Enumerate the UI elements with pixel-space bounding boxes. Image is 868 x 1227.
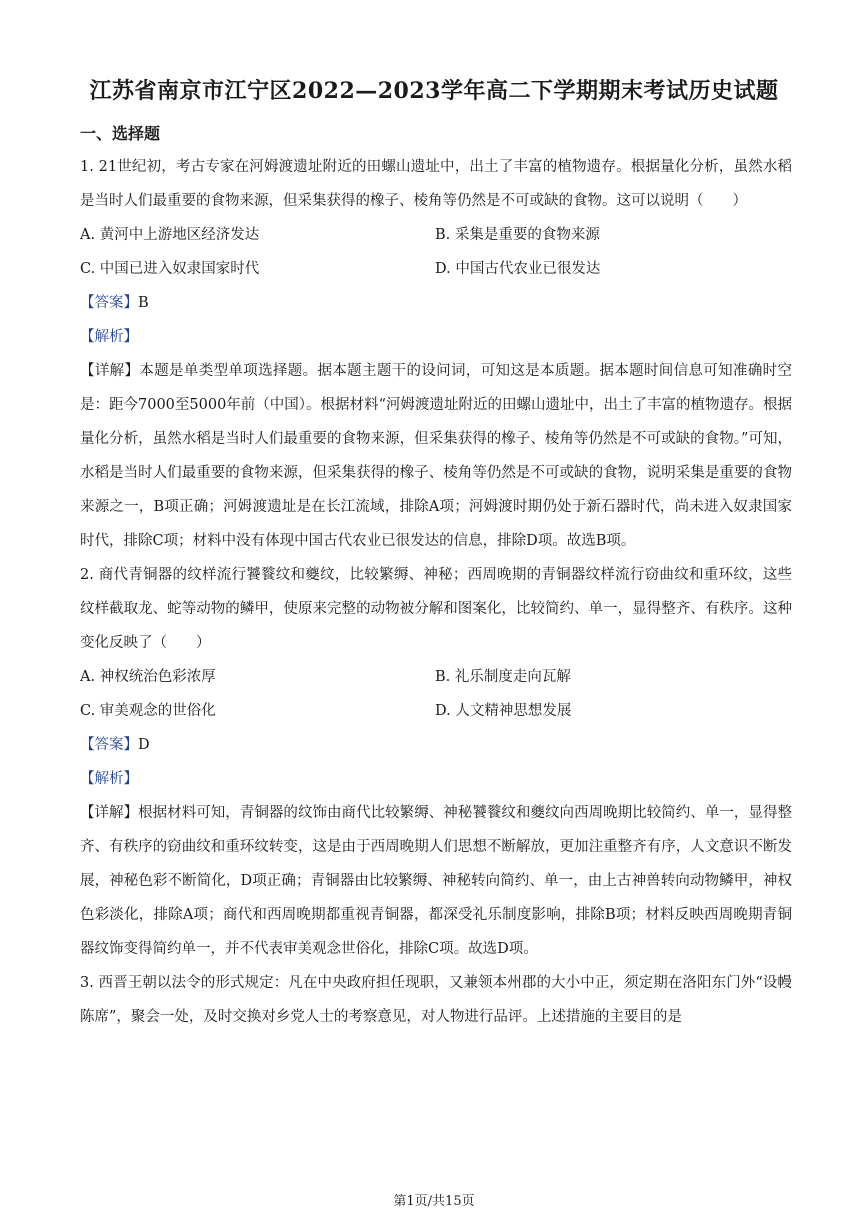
option-c: C. 中国已进入奴隶国家时代: [80, 261, 260, 277]
page-title: 江苏省南京市江宁区2022—2023学年高二下学期期末考试历史试题: [89, 78, 779, 104]
question-1-options: [80, 218, 792, 286]
page-footer: 第1页/共15页: [393, 1194, 475, 1209]
option-d: D. 中国古代农业已很发达: [435, 261, 601, 277]
detail-text: 根据材料可知，青铜器的纹饰由商代比较繁缛、神秘饕餮纹和夔纹向西周晚期比较简约、单一，显得整齐、有秩序的窃曲纹和重环纹转变，这是由于西周晚期人们思想不断解放，更加注重整齐有序，人文意识不断发展，神秘色彩不断简化，D项正确；青铜器由比较繁缛、神秘转向简约、单一，由上古神兽转向动物鳞甲，神权色彩淡化，排除A项；商代和西周晚期都重视青铜器，都深受礼乐制度影响，排除B项；材料反映西周晚期青铜器纹饰变得简约单一，并不代表审美观念世俗化，排除C项。故选D项。: [80, 805, 792, 957]
question-2-detail: [80, 796, 792, 966]
answer-tag: 【答案】: [80, 737, 138, 753]
option-b: B. 采集是重要的食物来源: [435, 227, 600, 243]
option-a: A. 黄河中上游地区经济发达: [80, 227, 260, 243]
question-3-stem: 3. 西晋王朝以法令的形式规定：凡在中央政府担任现职，又兼领本州郡的大小中正，须定期在洛阳东门外“设幔陈席”，聚会一处，及时交换对乡党人士的考察意见，对人物进行品评。上述措施的主要目的是: [80, 975, 792, 1025]
option-a: A. 神权统治色彩浓厚: [80, 669, 216, 685]
question-1-detail: [80, 354, 792, 558]
section-heading: 一、选择题: [80, 124, 161, 143]
question-2-stem: 2. 商代青铜器的纹样流行饕餮纹和夔纹，比较繁缛、神秘；西周晚期的青铜器纹样流行窃曲纹和重环纹，这些纹样截取龙、蛇等动物的鳞甲，使原来完整的动物被分解和图案化，比较简约、单一，显得整齐、有秩序。这种变化反映了（ ）: [80, 567, 792, 651]
detail-tag: 【详解】: [80, 363, 140, 379]
question-2-answer: [80, 728, 792, 762]
option-d: D. 人文精神思想发展: [435, 703, 572, 719]
detail-text: 本题是单类型单项选择题。据本题主题干的设问词，可知这是本质题。据本题时间信息可知准确时空是：距今7000至5000年前（中国）。根据材料“河姆渡遗址附近的田螺山遗址中，出土了丰富的植物遗存。根据量化分析，虽然水稻是当时人们最重要的食物来源，但采集获得的橡子、棱角等仍然是不可或缺的食物。”可知，水稻是当时人们最重要的食物来源，但采集获得的橡子、棱角等仍然是不可或缺的食物，说明采集是重要的食物来源之一，B项正确；河姆渡遗址是在长江流域，排除A项；河姆渡时期仍处于新石器时代，尚未进入奴隶国家时代，排除C项；材料中没有体现中国古代农业已很发达的信息，排除D项。故选B项。: [80, 363, 793, 549]
question-2-options: [80, 660, 792, 728]
question-1-answer: [80, 286, 792, 320]
answer-value: B: [138, 295, 149, 311]
question-list: [80, 150, 792, 1034]
answer-tag: 【答案】: [80, 295, 138, 311]
analysis-tag: 【解析】: [80, 771, 138, 787]
option-b: B. 礼乐制度走向瓦解: [435, 669, 571, 685]
question-2-analysis: [80, 762, 792, 796]
option-c: C. 审美观念的世俗化: [80, 703, 216, 719]
question-1-analysis: [80, 320, 792, 354]
question-1-stem: 1. 21世纪初，考古专家在河姆渡遗址附近的田螺山遗址中，出土了丰富的植物遗存。根据量化分析，虽然水稻是当时人们最重要的食物来源，但采集获得的橡子、棱角等仍然是不可或缺的食物。这可以说明（ ）: [80, 159, 792, 209]
detail-tag: 【详解】: [80, 805, 139, 821]
answer-value: D: [138, 737, 150, 753]
analysis-tag: 【解析】: [80, 329, 138, 345]
